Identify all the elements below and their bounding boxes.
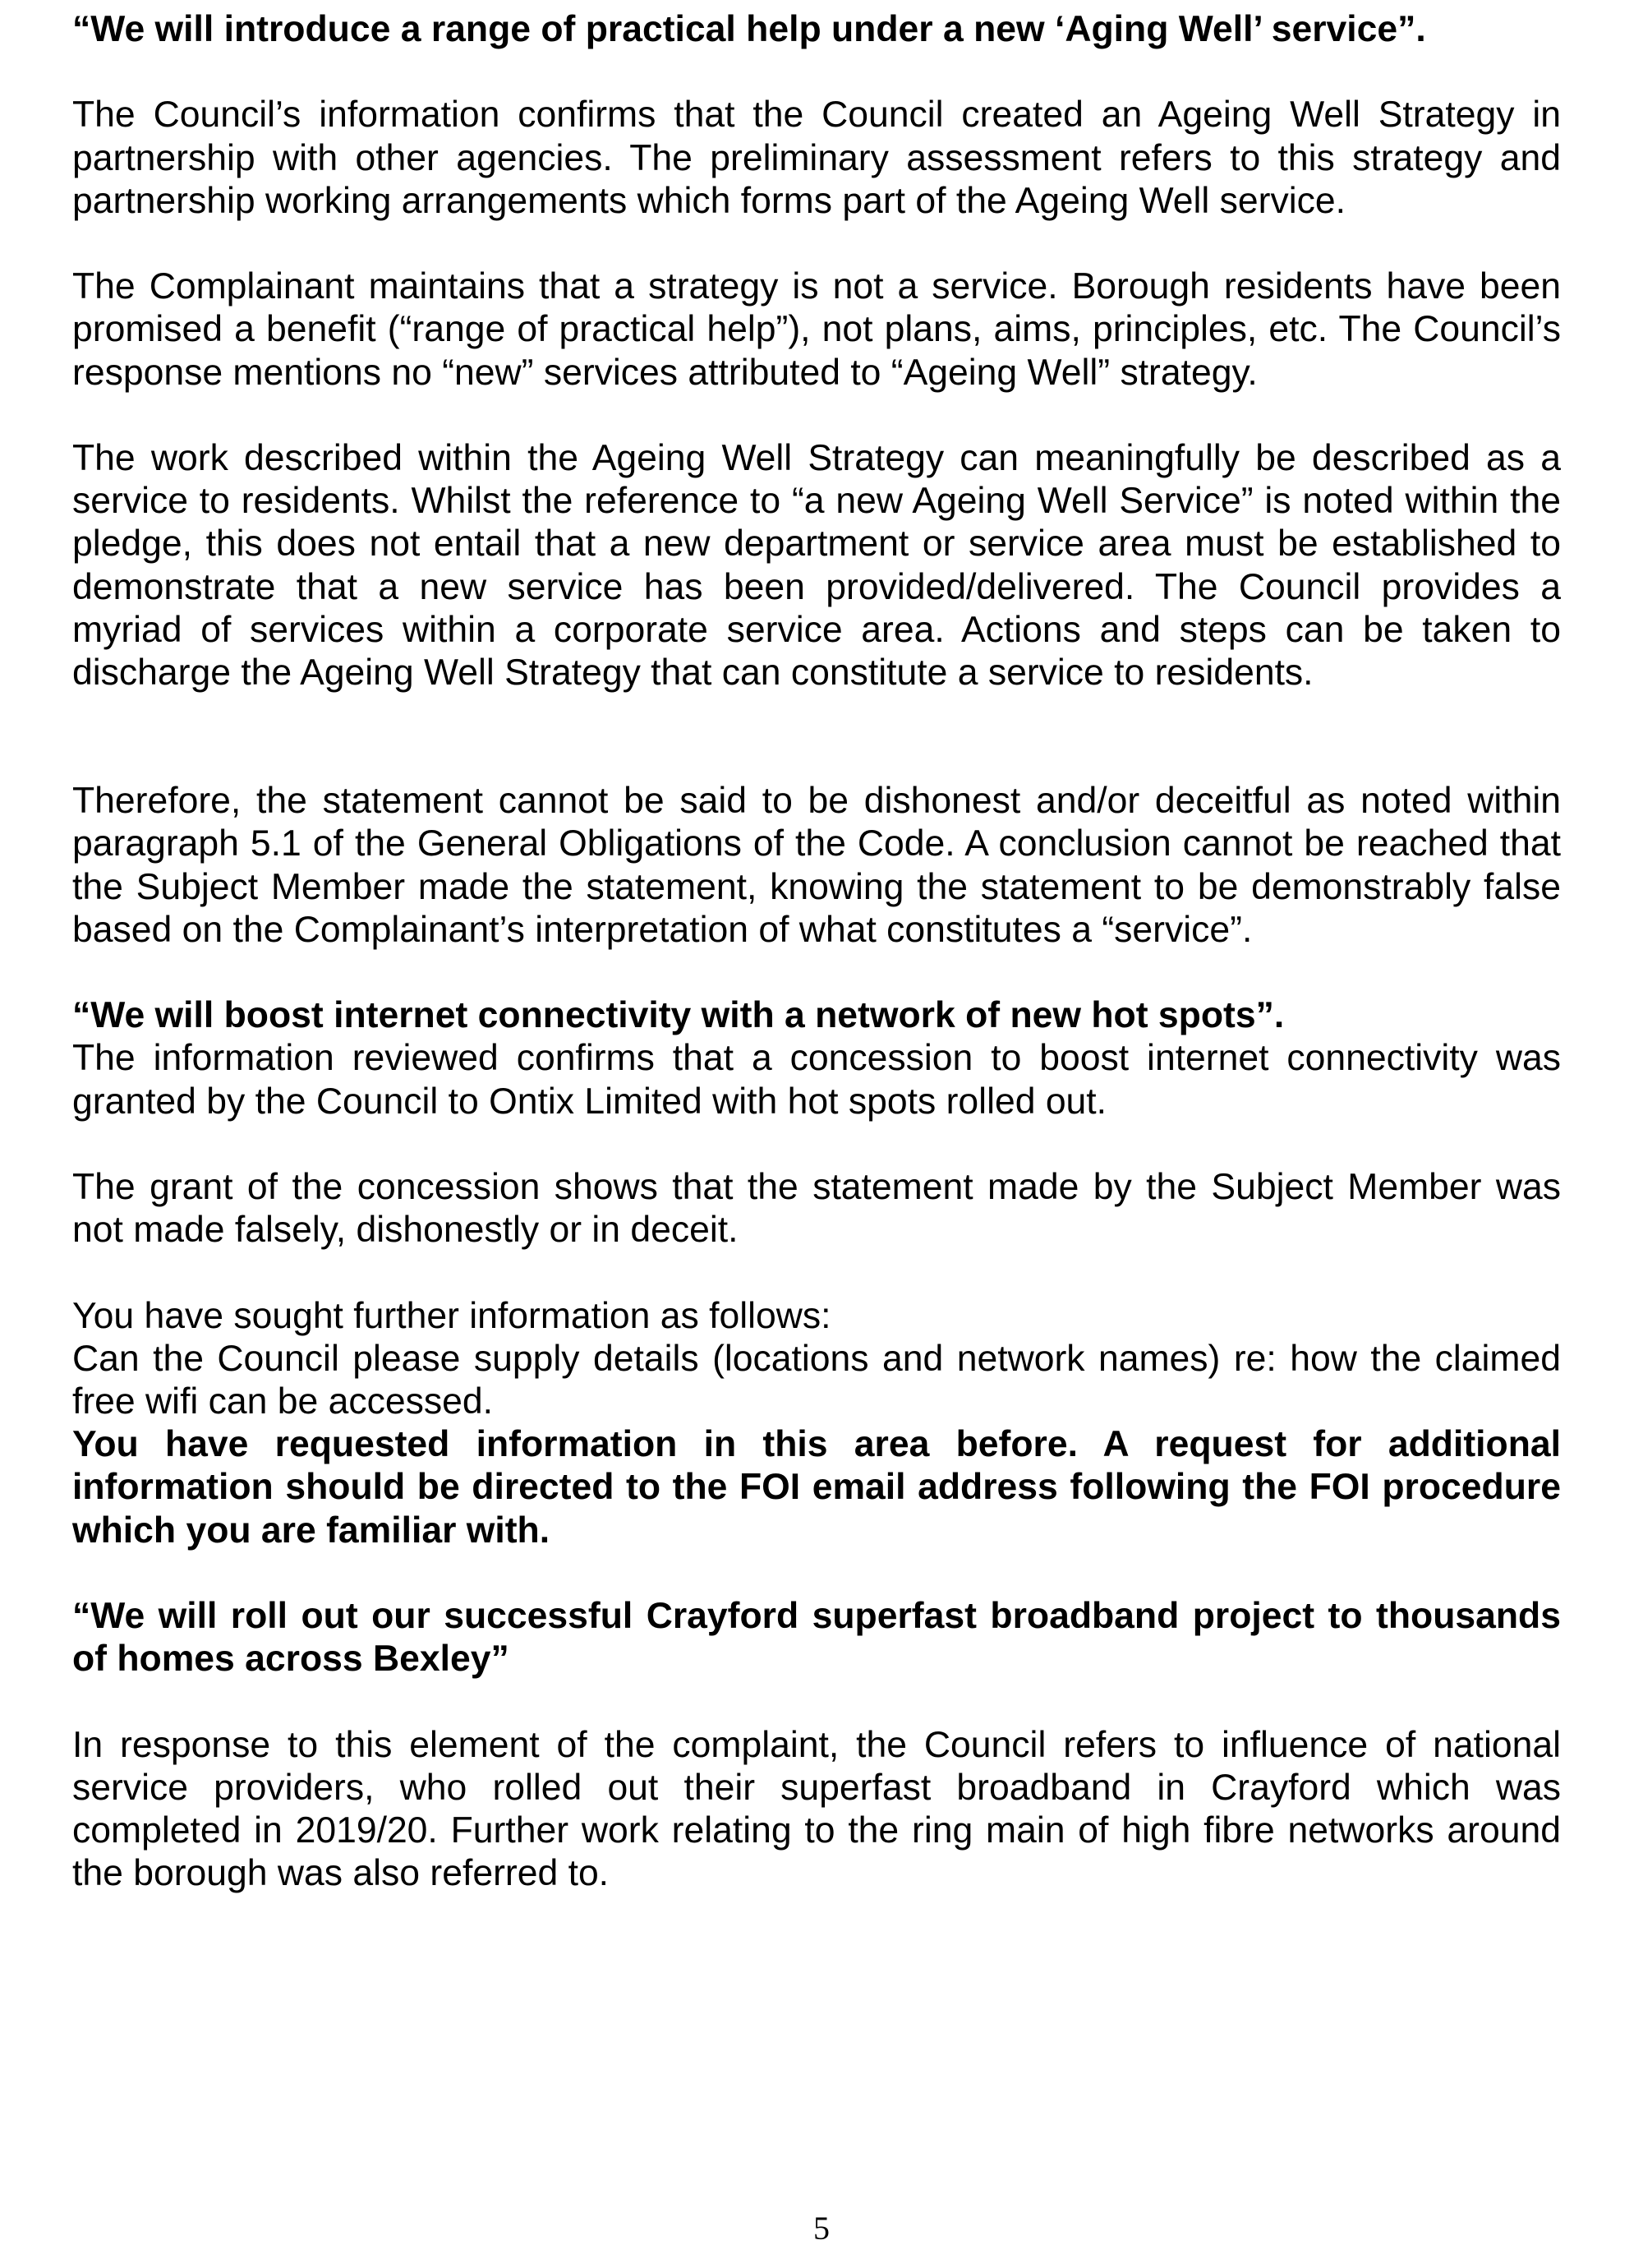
- paragraph-concession-conclusion: The grant of the concession shows that the statement made by the Subject Member was not made falsely, dishonestly or in deceit.: [72, 1167, 1561, 1251]
- paragraph-therefore-conclusion: Therefore, the statement cannot be said to be dishonest and/or deceitful as noted within paragraph 5.1 of the General Obligations of the Code. A conclusion cannot be reached that the Subject Member made the statement, knowing the statement to be demonstrably false based on the Complainant’s interpretation of what constitutes a “service”.: [72, 781, 1561, 950]
- paragraph-broadband-response: In response to this element of the complaint, the Council refers to influence of national service providers, who rolled out their superfast broadband in Crayford which was completed in 2019/20. Further work relating to the ring main of high fibre networks around the borough was also referred to.: [72, 1724, 1561, 1894]
- paragraph-work-described: The work described within the Ageing Well Strategy can meaningfully be described as a service to residents. Whilst the reference to “a new Ageing Well Service” is noted within the pledge, this does not entail that a new department or service area must be established to demonstrate that a new service has been provided/delivered. The Council provides a myriad of services within a corporate service area. Actions and steps can be taken to discharge the Ageing Well Strategy that can constitute a service to residents.: [72, 437, 1561, 693]
- paragraph-internet-information: The information reviewed confirms that a concession to boost internet connectivity was granted by the Council to Ontix Limited with hot spots rolled out.: [72, 1038, 1561, 1122]
- heading-aging-well-pledge: “We will introduce a range of practical help under a new ‘Aging Well’ service”.: [72, 9, 1426, 49]
- page-number: 5: [813, 2210, 830, 2247]
- paragraph-foi-response: You have requested information in this area before. A request for additional information should be directed to the FOI email address following the FOI procedure which you are familiar with.: [72, 1424, 1561, 1551]
- paragraph-complainant-position: The Complainant maintains that a strategy is not a service. Borough residents have been promised a benefit (“range of practical help”), not plans, aims, principles, etc. The Council’s response mentions no “new” services attributed to “Ageing Well” strategy.: [72, 266, 1561, 393]
- paragraph-sought-question: Can the Council please supply details (locations and network names) re: how the claimed free wifi can be accessed.: [72, 1338, 1561, 1422]
- heading-broadband-pledge: “We will roll out our successful Crayford superfast broadband project to thousands of homes across Bexley”: [72, 1596, 1561, 1680]
- document-body: [72, 8, 1561, 1895]
- paragraph-council-information: The Council’s information confirms that the Council created an Ageing Well Strategy in partnership with other agencies. The preliminary assessment refers to this strategy and partnership working arrangements which forms part of the Ageing Well service.: [72, 94, 1561, 221]
- heading-internet-pledge: “We will boost internet connectivity with a network of new hot spots”.: [72, 995, 1285, 1036]
- paragraph-sought-intro: You have sought further information as follows:: [72, 1295, 831, 1336]
